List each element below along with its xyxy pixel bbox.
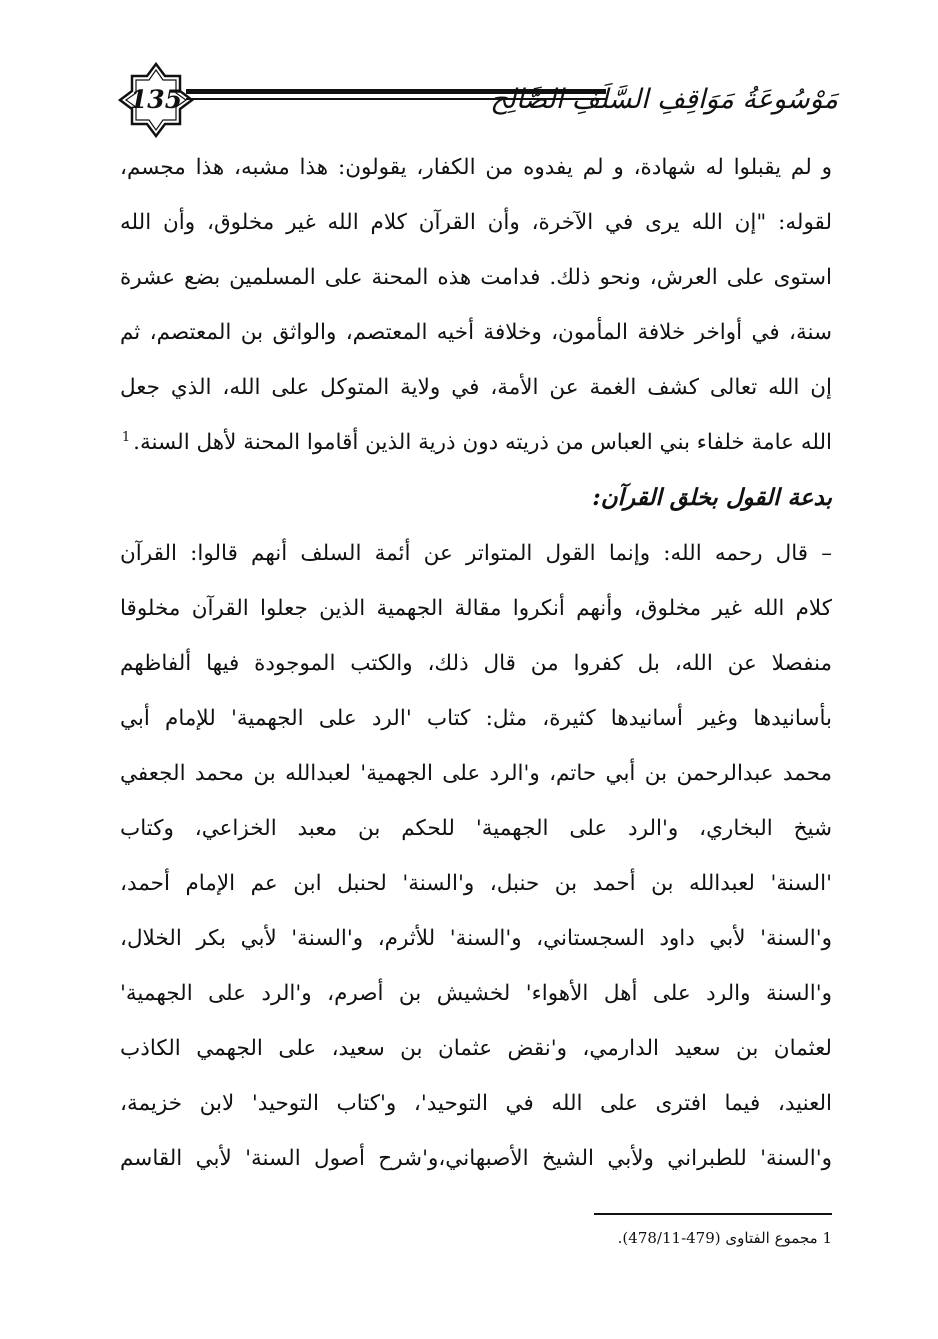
footnote-number: 1 [822,1229,832,1247]
section-heading: بدعة القول بخلق القرآن: [592,484,832,511]
text-line: لعثمان بن سعيد الدارمي، و'نقض عثمان بن سعيد، على الجهمي الكاذب [120,1036,832,1061]
text-line: سنة، في أواخر خلافة المأمون، وخلافة أخيه المعتصم، والواثق بن المعتصم، ثم [120,320,832,345]
text-line: و لم يقبلوا له شهادة، و لم يفدوه من الكفار، يقولون: هذا مشبه، هذا مجسم، [120,155,832,180]
text-line: – قال رحمه الله: وإنما القول المتواتر عن أئمة السلف أنهم قالوا: القرآن [120,541,832,566]
footnote-separator [594,1213,832,1215]
page-number-badge [118,62,194,138]
text-line-with-footnote [120,415,832,470]
page-header [118,62,838,138]
footnote-reference[interactable]: 1 [121,429,131,445]
footnote-text: مجموع الفتاوى (479-478/11). [617,1229,818,1247]
text-line: إن الله تعالى كشف الغمة عن الأمة، في ولاية المتوكل على الله، الذي جعل [120,375,832,400]
text-line: منفصلا عن الله، بل كفروا من قال ذلك، والكتب الموجودة فيها ألفاظهم [120,651,832,676]
text-line-content: الله عامة خلفاء بني العباس من ذريته دون ذرية الذين أقاموا المحنة لأهل السنة. [133,430,832,455]
text-line: 'السنة' لعبدالله بن أحمد بن حنبل، و'السنة' لحنبل ابن عم الإمام أحمد، [120,871,832,896]
text-line: استوى على العرش، ونحو ذلك. فدامت هذه المحنة على المسلمين بضع عشرة [120,265,832,290]
text-line: العنيد، فيما افترى على الله في التوحيد'، و'كتاب التوحيد' لابن خزيمة، [120,1091,832,1116]
text-line: و'السنة' للطبراني ولأبي الشيخ الأصبهاني،و'شرح أصول السنة' لأبي القاسم [120,1146,832,1171]
footnote [432,1224,832,1252]
body-text [120,140,832,1186]
text-line: و'السنة والرد على أهل الأهواء' لخشيش بن أصرم، و'الرد على الجهمية' [120,981,832,1006]
text-line: محمد عبدالرحمن بن أبي حاتم، و'الرد على الجهمية' لعبدالله بن محمد الجعفي [120,761,832,786]
page-number: 135 [129,85,183,114]
text-line: لقوله: "إن الله يرى في الآخرة، وأن القرآن كلام الله غير مخلوق، وأن الله [120,210,832,235]
text-line: كلام الله غير مخلوق، وأنهم أنكروا مقالة الجهمية الذين جعلوا القرآن مخلوقا [120,596,832,621]
text-line: و'السنة' لأبي داود السجستاني، و'السنة' للأثرم، و'السنة' لأبي بكر الخلال، [120,926,832,951]
text-line: بأسانيدها وغير أسانيدها كثيرة، مثل: كتاب 'الرد على الجهمية' للإمام أبي [120,706,832,731]
text-line: شيخ البخاري، و'الرد على الجهمية' للحكم بن معبد الخزاعي، وكتاب [120,816,832,841]
series-title: مَوْسُوعَةُ مَوَاقِفِ السَّلَفِ الصَّالِح [490,84,838,115]
